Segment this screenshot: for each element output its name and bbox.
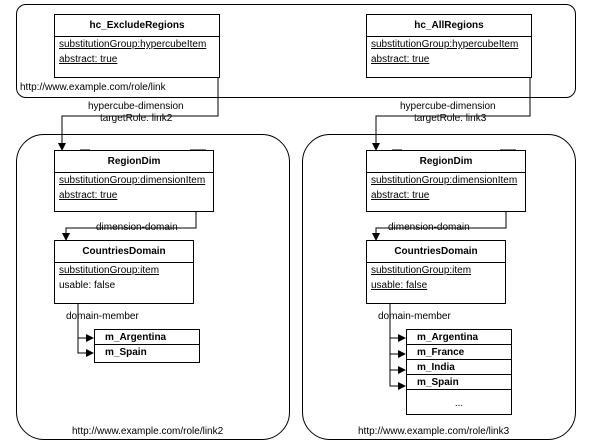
- arc-label-target-role-link2: targetRole: link2: [100, 113, 173, 124]
- arc-label-target-role-link3: targetRole: link3: [414, 113, 487, 124]
- substitution-group: substitutionGroup:item: [59, 265, 160, 276]
- role-label-link: http://www.example.com/role/link: [20, 82, 166, 93]
- domain-title: CountriesDomain: [82, 246, 166, 257]
- hypercube-title: hc_ExcludeRegions: [89, 20, 185, 31]
- hypercube-title: hc_AllRegions: [414, 20, 484, 31]
- member-list-link3: [406, 329, 512, 415]
- substitution-group: substitutionGroup:hypercubeItem: [59, 39, 207, 50]
- hypercube-hc-all-regions: [366, 14, 532, 78]
- member-item: m_France: [407, 345, 511, 360]
- arc-label-dimension-domain-link2: dimension-domain: [96, 222, 178, 233]
- role-label-link2: http://www.example.com/role/link2: [72, 426, 224, 437]
- substitution-group: substitutionGroup:dimensionItem: [59, 175, 206, 186]
- usable-flag: usable: false: [59, 280, 116, 291]
- abstract-flag: abstract: true: [371, 54, 430, 65]
- dimension-region-dim-link2: [54, 150, 214, 212]
- dimension-region-dim-link3: [366, 150, 526, 212]
- domain-countries-domain-link3: [366, 240, 506, 304]
- member-item: m_Argentina: [407, 330, 511, 345]
- arc-label-domain-member-link2: domain-member: [66, 311, 139, 322]
- member-more-ellipsis: ...: [454, 398, 464, 409]
- role-label-link3: http://www.example.com/role/link3: [358, 426, 510, 437]
- arc-label-domain-member-link3: domain-member: [378, 311, 451, 322]
- usable-flag: usable: false: [371, 280, 428, 291]
- arc-label-hypercube-dimension-right: hypercube-dimension: [400, 101, 496, 112]
- domain-countries-domain-link2: [54, 240, 194, 304]
- dimension-title: RegionDim: [107, 156, 161, 167]
- substitution-group: substitutionGroup:item: [371, 265, 472, 276]
- arc-domain-member-right-2: [390, 338, 405, 354]
- arc-label-dimension-domain-link3: dimension-domain: [388, 222, 470, 233]
- arc-label-hypercube-dimension-left: hypercube-dimension: [88, 101, 184, 112]
- member-list-link2: [94, 329, 200, 363]
- member-item: m_Spain: [407, 375, 511, 390]
- member-item: m_India: [407, 360, 511, 375]
- member-item: m_Spain: [105, 347, 147, 358]
- substitution-group: substitutionGroup:hypercubeItem: [371, 39, 519, 50]
- substitution-group: substitutionGroup:dimensionItem: [371, 175, 518, 186]
- abstract-flag: abstract: true: [371, 190, 430, 201]
- abstract-flag: abstract: true: [59, 54, 118, 65]
- arc-domain-member-right-4: [390, 370, 405, 386]
- domain-title: CountriesDomain: [394, 246, 478, 257]
- arc-domain-member-right-3: [390, 354, 405, 370]
- hypercube-hc-exclude-regions: [54, 14, 220, 78]
- dimension-title: RegionDim: [419, 156, 473, 167]
- member-item: m_Argentina: [95, 330, 199, 345]
- arc-domain-member-left-2: [78, 338, 93, 353]
- abstract-flag: abstract: true: [59, 190, 118, 201]
